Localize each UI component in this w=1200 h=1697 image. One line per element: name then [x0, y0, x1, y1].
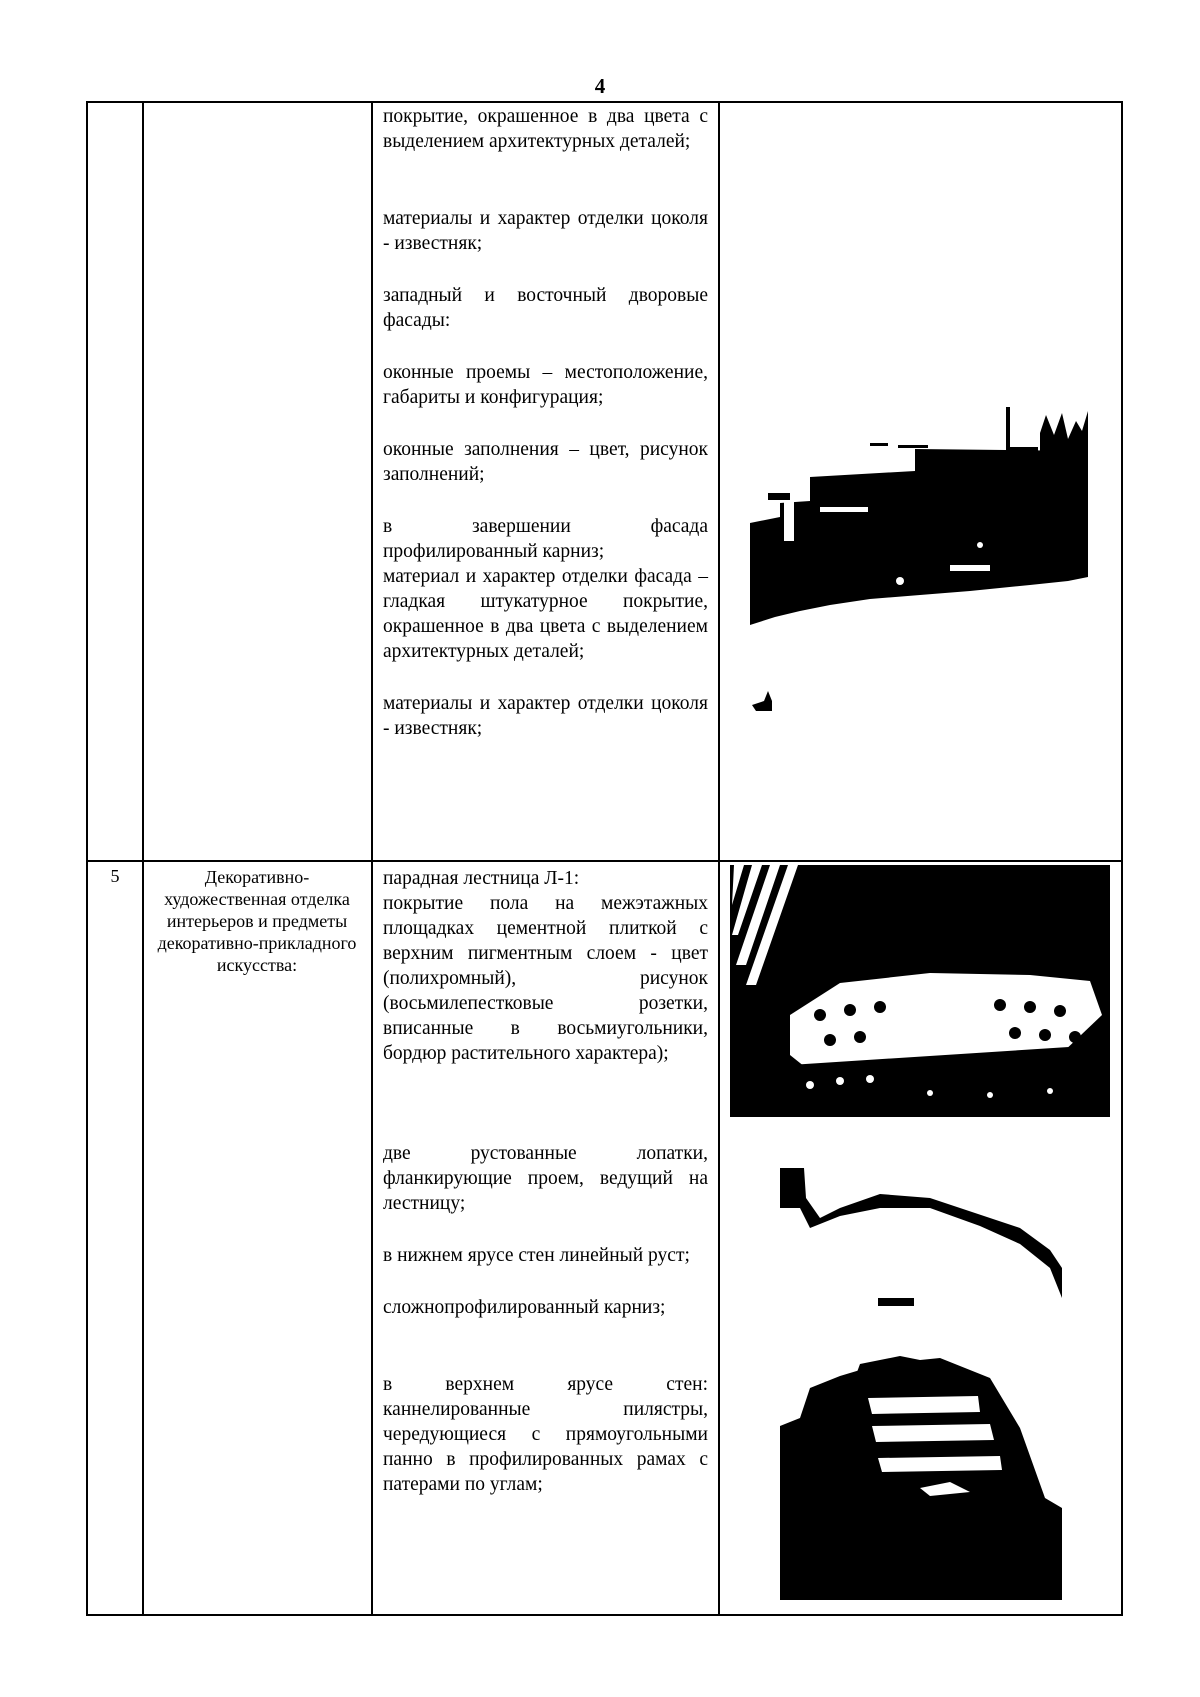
desc-item: материалы и характер отделки цоколя - известняк; [383, 208, 708, 254]
desc-item: материал и характер отделки фасада – гладкая штукатурное покрытие, окрашенное в два цвета с выделением архитектурных деталей; [383, 566, 708, 662]
facade-photo [750, 405, 1090, 715]
desc-item: в нижнем ярусе стен линейный руст; [383, 1245, 690, 1266]
desc-item: материалы и характер отделки цоколя - известняк; [383, 693, 708, 739]
staircase-photo [780, 1168, 1062, 1600]
staircase-description [383, 866, 708, 1497]
desc-item: оконные заполнения – цвет, рисунок заполнений; [383, 439, 708, 485]
page-number: 4 [594, 74, 606, 98]
desc-item: оконные проемы – местоположение, габариты и конфигурация; [383, 362, 708, 408]
desc-item: в верхнем ярусе стен: каннелированные пилястры, чередующиеся с прямоугольными панно в профилированных рамах с патерами по углам; [383, 1374, 708, 1495]
desc-item: в завершении фасада профилированный карниз; [383, 516, 708, 562]
desc-item: западный и восточный дворовые фасады: [383, 285, 708, 331]
row-category: Декоративно-художественная отделка интерьеров и предметы декоративно-прикладного искусства: [157, 867, 357, 975]
desc-item: сложнопрофилированный карниз; [383, 1297, 666, 1318]
desc-item: две рустованные лопатки, фланкирующие проем, ведущий на лестницу; [383, 1143, 708, 1214]
row-number: 5 [110, 866, 120, 886]
desc-item: покрытие, окрашенное в два цвета с выделением архитектурных деталей; [383, 106, 708, 152]
desc-item: покрытие пола на межэтажных площадках цементной плиткой с верхним пигментным слоем - цвет (полихромный), рисунок (восьмилепестковые розетки, вписанные в восьмиугольники, бордюр растительного характера); [383, 893, 708, 1064]
continued-row-description [383, 104, 708, 741]
floor-tile-photo [730, 865, 1110, 1117]
desc-item: парадная лестница Л-1: [383, 868, 580, 889]
